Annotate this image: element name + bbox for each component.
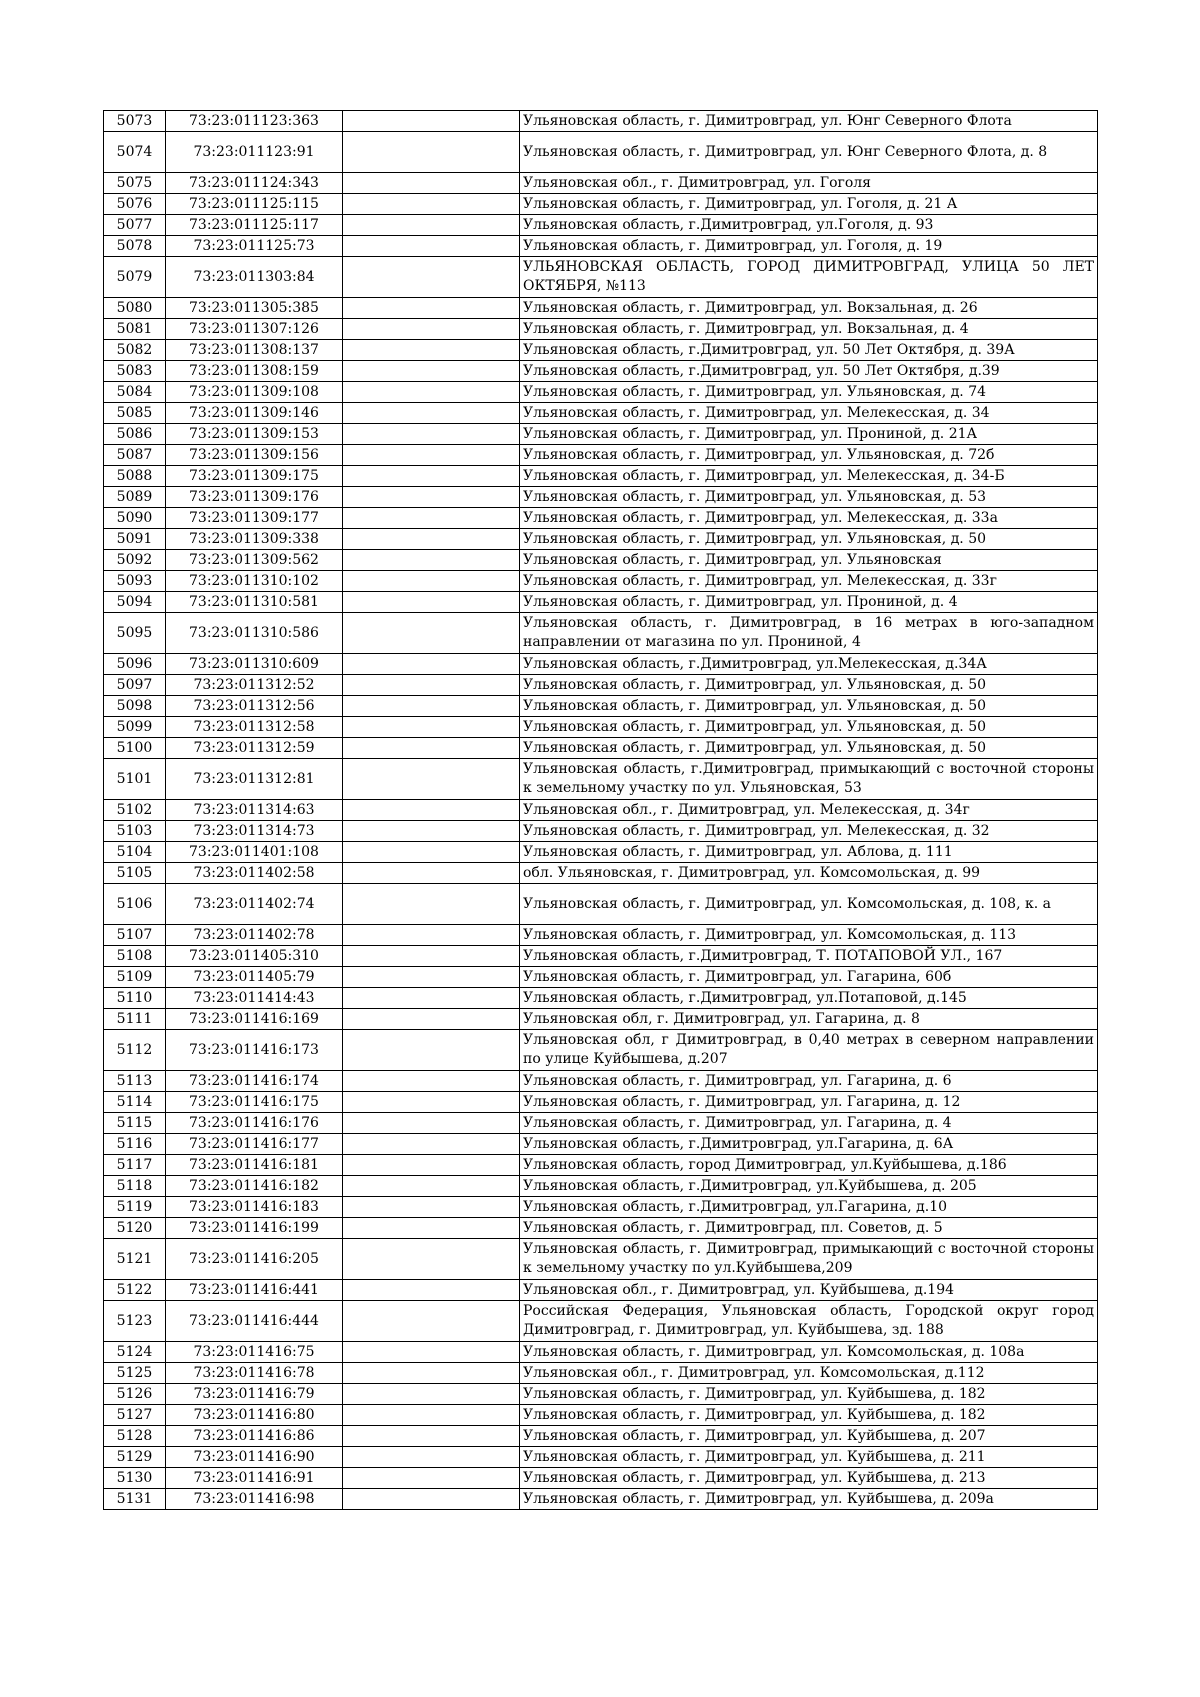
table-row: [104, 194, 1098, 215]
cadastral-number-cell: 73:23:011416:86: [166, 1426, 343, 1447]
address-cell: Российская Федерация, Ульяновская область, Городской округ город Димитровград, г. Димитровград, ул. Куйбышева, зд. 188: [520, 1301, 1098, 1342]
cadastral-number-cell: 73:23:011314:73: [166, 821, 343, 842]
address-cell: Ульяновская обл, г. Димитровград, ул. Гагарина, д. 8: [520, 1009, 1098, 1030]
empty-cell: [343, 1218, 520, 1239]
table-row: [104, 1363, 1098, 1384]
row-number-cell: 5083: [104, 361, 166, 382]
row-number-cell: 5073: [104, 111, 166, 132]
empty-cell: [343, 1030, 520, 1071]
cadastral-number-cell: 73:23:011310:102: [166, 571, 343, 592]
table-row: [104, 800, 1098, 821]
address-cell: Ульяновская область, г. Димитровград, ул. Гоголя, д. 21 А: [520, 194, 1098, 215]
row-number-cell: 5100: [104, 738, 166, 759]
address-cell: Ульяновская область, г.Димитровград, Т. ПОТАПОВОЙ УЛ., 167: [520, 946, 1098, 967]
row-number-cell: 5099: [104, 717, 166, 738]
row-number-cell: 5097: [104, 675, 166, 696]
cadastral-number-cell: 73:23:011312:58: [166, 717, 343, 738]
address-cell: Ульяновская область, г. Димитровград, ул. Аблова, д. 111: [520, 842, 1098, 863]
empty-cell: [343, 445, 520, 466]
row-number-cell: 5090: [104, 508, 166, 529]
table-row: [104, 340, 1098, 361]
address-cell: Ульяновская область, г. Димитровград, ул. Куйбышева, д. 209а: [520, 1489, 1098, 1510]
table-row: [104, 508, 1098, 529]
table-row: [104, 466, 1098, 487]
table-row: [104, 1301, 1098, 1342]
cadastral-number-cell: 73:23:011312:52: [166, 675, 343, 696]
empty-cell: [343, 1176, 520, 1197]
address-cell: Ульяновская область, г. Димитровград, ул. Куйбышева, д. 207: [520, 1426, 1098, 1447]
row-number-cell: 5095: [104, 613, 166, 654]
address-cell: Ульяновская область, г. Димитровград, ул. Куйбышева, д. 182: [520, 1384, 1098, 1405]
table-row: [104, 1197, 1098, 1218]
row-number-cell: 5111: [104, 1009, 166, 1030]
empty-cell: [343, 236, 520, 257]
empty-cell: [343, 571, 520, 592]
address-cell: Ульяновская область, г. Димитровград, ул. Гагарина, д. 4: [520, 1113, 1098, 1134]
row-number-cell: 5101: [104, 759, 166, 800]
table-row: [104, 571, 1098, 592]
address-cell: Ульяновская область, г. Димитровград, ул. Мелекесская, д. 34: [520, 403, 1098, 424]
address-cell: Ульяновская область, г. Димитровград, ул. Мелекесская, д. 33г: [520, 571, 1098, 592]
table-row: [104, 675, 1098, 696]
address-cell: Ульяновская область, г. Димитровград, ул. Ульяновская, д. 74: [520, 382, 1098, 403]
cadastral-number-cell: 73:23:011416:177: [166, 1134, 343, 1155]
table-row: [104, 1092, 1098, 1113]
address-cell: Ульяновская область, г. Димитровград, ул. Мелекесская, д. 33а: [520, 508, 1098, 529]
row-number-cell: 5102: [104, 800, 166, 821]
address-cell: Ульяновская область, г.Димитровград, ул. 50 Лет Октября, д.39: [520, 361, 1098, 382]
address-cell: Ульяновская обл., г. Димитровград, ул. Гоголя: [520, 173, 1098, 194]
table-row: [104, 445, 1098, 466]
empty-cell: [343, 1405, 520, 1426]
address-cell: Ульяновская область, г. Димитровград, ул. Прониной, д. 4: [520, 592, 1098, 613]
empty-cell: [343, 800, 520, 821]
cadastral-number-cell: 73:23:011125:73: [166, 236, 343, 257]
empty-cell: [343, 382, 520, 403]
row-number-cell: 5127: [104, 1405, 166, 1426]
empty-cell: [343, 946, 520, 967]
table-row: [104, 1405, 1098, 1426]
row-number-cell: 5088: [104, 466, 166, 487]
table-body: [104, 111, 1098, 1510]
address-cell: Ульяновская обл, г Димитровград, в 0,40 метрах в северном направлении по улице Куйбышева, д.207: [520, 1030, 1098, 1071]
cadastral-number-cell: 73:23:011309:175: [166, 466, 343, 487]
address-cell: УЛЬЯНОВСКАЯ ОБЛАСТЬ, ГОРОД ДИМИТРОВГРАД, УЛИЦА 50 ЛЕТ ОКТЯБРЯ, №113: [520, 257, 1098, 298]
empty-cell: [343, 1447, 520, 1468]
cadastral-number-cell: 73:23:011305:385: [166, 298, 343, 319]
empty-cell: [343, 1155, 520, 1176]
row-number-cell: 5080: [104, 298, 166, 319]
table-row: [104, 759, 1098, 800]
empty-cell: [343, 340, 520, 361]
land-plots-table: [103, 110, 1098, 1510]
table-row: [104, 988, 1098, 1009]
empty-cell: [343, 1426, 520, 1447]
row-number-cell: 5106: [104, 884, 166, 925]
empty-cell: [343, 319, 520, 340]
address-cell: Ульяновская область, г. Димитровград, ул. Вокзальная, д. 4: [520, 319, 1098, 340]
empty-cell: [343, 1342, 520, 1363]
cadastral-number-cell: 73:23:011123:363: [166, 111, 343, 132]
empty-cell: [343, 1363, 520, 1384]
address-cell: Ульяновская область, г. Димитровград, пл. Советов, д. 5: [520, 1218, 1098, 1239]
row-number-cell: 5086: [104, 424, 166, 445]
cadastral-number-cell: 73:23:011401:108: [166, 842, 343, 863]
empty-cell: [343, 1239, 520, 1280]
row-number-cell: 5122: [104, 1280, 166, 1301]
row-number-cell: 5121: [104, 1239, 166, 1280]
address-cell: Ульяновская область, г. Димитровград, ул. Ульяновская, д. 50: [520, 738, 1098, 759]
address-cell: Ульяновская область, г. Димитровград, ул. Гагарина, д. 12: [520, 1092, 1098, 1113]
row-number-cell: 5077: [104, 215, 166, 236]
empty-cell: [343, 696, 520, 717]
table-row: [104, 215, 1098, 236]
address-cell: Ульяновская область, г. Димитровград, ул. Куйбышева, д. 211: [520, 1447, 1098, 1468]
table-row: [104, 111, 1098, 132]
table-row: [104, 717, 1098, 738]
row-number-cell: 5089: [104, 487, 166, 508]
row-number-cell: 5126: [104, 1384, 166, 1405]
table-row: [104, 1426, 1098, 1447]
row-number-cell: 5125: [104, 1363, 166, 1384]
cadastral-number-cell: 73:23:011405:79: [166, 967, 343, 988]
row-number-cell: 5131: [104, 1489, 166, 1510]
cadastral-number-cell: 73:23:011309:562: [166, 550, 343, 571]
table-row: [104, 863, 1098, 884]
empty-cell: [343, 466, 520, 487]
row-number-cell: 5118: [104, 1176, 166, 1197]
row-number-cell: 5124: [104, 1342, 166, 1363]
cadastral-number-cell: 73:23:011314:63: [166, 800, 343, 821]
row-number-cell: 5087: [104, 445, 166, 466]
table-row: [104, 1342, 1098, 1363]
row-number-cell: 5103: [104, 821, 166, 842]
cadastral-number-cell: 73:23:011309:146: [166, 403, 343, 424]
empty-cell: [343, 654, 520, 675]
empty-cell: [343, 173, 520, 194]
empty-cell: [343, 194, 520, 215]
empty-cell: [343, 424, 520, 445]
empty-cell: [343, 1113, 520, 1134]
table-row: [104, 1134, 1098, 1155]
cadastral-number-cell: 73:23:011124:343: [166, 173, 343, 194]
empty-cell: [343, 550, 520, 571]
address-cell: Ульяновская область, г.Димитровград, ул.Гоголя, д. 93: [520, 215, 1098, 236]
cadastral-number-cell: 73:23:011416:183: [166, 1197, 343, 1218]
address-cell: Ульяновская область, г.Димитровград, ул.Мелекесская, д.34А: [520, 654, 1098, 675]
cadastral-number-cell: 73:23:011414:43: [166, 988, 343, 1009]
table-row: [104, 1447, 1098, 1468]
row-number-cell: 5098: [104, 696, 166, 717]
table-row: [104, 1468, 1098, 1489]
row-number-cell: 5130: [104, 1468, 166, 1489]
table-row: [104, 173, 1098, 194]
row-number-cell: 5094: [104, 592, 166, 613]
row-number-cell: 5085: [104, 403, 166, 424]
empty-cell: [343, 1280, 520, 1301]
empty-cell: [343, 842, 520, 863]
address-cell: Ульяновская область, г. Димитровград, ул. Прониной, д. 21А: [520, 424, 1098, 445]
cadastral-number-cell: 73:23:011310:581: [166, 592, 343, 613]
table-row: [104, 1071, 1098, 1092]
address-cell: Ульяновская область, г. Димитровград, примыкающий с восточной стороны к земельному участку по ул.Куйбышева,209: [520, 1239, 1098, 1280]
empty-cell: [343, 1092, 520, 1113]
empty-cell: [343, 592, 520, 613]
table-row: [104, 592, 1098, 613]
empty-cell: [343, 759, 520, 800]
cadastral-number-cell: 73:23:011416:78: [166, 1363, 343, 1384]
cadastral-number-cell: 73:23:011309:108: [166, 382, 343, 403]
cadastral-number-cell: 73:23:011309:338: [166, 529, 343, 550]
table-row: [104, 424, 1098, 445]
table-row: [104, 1489, 1098, 1510]
address-cell: Ульяновская область, г. Димитровград, ул. Ульяновская, д. 72б: [520, 445, 1098, 466]
table-row: [104, 1176, 1098, 1197]
empty-cell: [343, 967, 520, 988]
cadastral-number-cell: 73:23:011416:176: [166, 1113, 343, 1134]
empty-cell: [343, 403, 520, 424]
row-number-cell: 5074: [104, 132, 166, 173]
cadastral-number-cell: 73:23:011309:177: [166, 508, 343, 529]
address-cell: Ульяновская область, г. Димитровград, ул. Юнг Северного Флота, д. 8: [520, 132, 1098, 173]
address-cell: Ульяновская область, г. Димитровград, в 16 метрах в юго-западном направлении от магазина по ул. Прониной, 4: [520, 613, 1098, 654]
empty-cell: [343, 738, 520, 759]
address-cell: Ульяновская область, г. Димитровград, ул. Комсомольская, д. 108, к. а: [520, 884, 1098, 925]
empty-cell: [343, 675, 520, 696]
row-number-cell: 5129: [104, 1447, 166, 1468]
address-cell: Ульяновская область, г.Димитровград, ул.Потаповой, д.145: [520, 988, 1098, 1009]
cadastral-number-cell: 73:23:011416:181: [166, 1155, 343, 1176]
cadastral-number-cell: 73:23:011416:175: [166, 1092, 343, 1113]
empty-cell: [343, 111, 520, 132]
cadastral-number-cell: 73:23:011308:159: [166, 361, 343, 382]
empty-cell: [343, 613, 520, 654]
address-cell: Ульяновская область, г. Димитровград, ул. Гоголя, д. 19: [520, 236, 1098, 257]
row-number-cell: 5113: [104, 1071, 166, 1092]
cadastral-number-cell: 73:23:011416:91: [166, 1468, 343, 1489]
cadastral-number-cell: 73:23:011402:58: [166, 863, 343, 884]
empty-cell: [343, 298, 520, 319]
address-cell: Ульяновская область, г. Димитровград, ул. Комсомольская, д. 108а: [520, 1342, 1098, 1363]
row-number-cell: 5081: [104, 319, 166, 340]
table-row: [104, 361, 1098, 382]
cadastral-number-cell: 73:23:011416:80: [166, 1405, 343, 1426]
cadastral-number-cell: 73:23:011312:81: [166, 759, 343, 800]
empty-cell: [343, 1134, 520, 1155]
empty-cell: [343, 988, 520, 1009]
address-cell: Ульяновская область, г.Димитровград, ул.Куйбышева, д. 205: [520, 1176, 1098, 1197]
cadastral-number-cell: 73:23:011402:74: [166, 884, 343, 925]
table-row: [104, 1384, 1098, 1405]
address-cell: Ульяновская область, г. Димитровград, ул. Мелекесская, д. 34-Б: [520, 466, 1098, 487]
empty-cell: [343, 529, 520, 550]
table-row: [104, 1218, 1098, 1239]
table-row: [104, 1009, 1098, 1030]
empty-cell: [343, 863, 520, 884]
table-row: [104, 946, 1098, 967]
address-cell: Ульяновская область, г.Димитровград, ул.Гагарина, д. 6А: [520, 1134, 1098, 1155]
empty-cell: [343, 361, 520, 382]
row-number-cell: 5084: [104, 382, 166, 403]
empty-cell: [343, 1489, 520, 1510]
address-cell: обл. Ульяновская, г. Димитровград, ул. Комсомольская, д. 99: [520, 863, 1098, 884]
cadastral-number-cell: 73:23:011402:78: [166, 925, 343, 946]
cadastral-number-cell: 73:23:011416:173: [166, 1030, 343, 1071]
empty-cell: [343, 717, 520, 738]
empty-cell: [343, 884, 520, 925]
row-number-cell: 5120: [104, 1218, 166, 1239]
table-row: [104, 821, 1098, 842]
address-cell: Ульяновская обл., г. Димитровград, ул. Мелекесская, д. 34г: [520, 800, 1098, 821]
empty-cell: [343, 925, 520, 946]
cadastral-number-cell: 73:23:011308:137: [166, 340, 343, 361]
cadastral-number-cell: 73:23:011125:117: [166, 215, 343, 236]
cadastral-number-cell: 73:23:011309:176: [166, 487, 343, 508]
row-number-cell: 5109: [104, 967, 166, 988]
table-row: [104, 1280, 1098, 1301]
row-number-cell: 5110: [104, 988, 166, 1009]
cadastral-number-cell: 73:23:011307:126: [166, 319, 343, 340]
address-cell: Ульяновская область, г. Димитровград, ул. Куйбышева, д. 213: [520, 1468, 1098, 1489]
table-row: [104, 529, 1098, 550]
empty-cell: [343, 1071, 520, 1092]
row-number-cell: 5119: [104, 1197, 166, 1218]
empty-cell: [343, 132, 520, 173]
address-cell: Ульяновская область, г. Димитровград, ул. Ульяновская, д. 53: [520, 487, 1098, 508]
cadastral-number-cell: 73:23:011310:609: [166, 654, 343, 675]
cadastral-number-cell: 73:23:011416:79: [166, 1384, 343, 1405]
cadastral-number-cell: 73:23:011405:310: [166, 946, 343, 967]
empty-cell: [343, 1301, 520, 1342]
table-row: [104, 236, 1098, 257]
table-row: [104, 1113, 1098, 1134]
cadastral-number-cell: 73:23:011312:59: [166, 738, 343, 759]
table-row: [104, 884, 1098, 925]
cadastral-number-cell: 73:23:011312:56: [166, 696, 343, 717]
row-number-cell: 5091: [104, 529, 166, 550]
row-number-cell: 5105: [104, 863, 166, 884]
table-row: [104, 550, 1098, 571]
cadastral-number-cell: 73:23:011303:84: [166, 257, 343, 298]
cadastral-number-cell: 73:23:011416:182: [166, 1176, 343, 1197]
table-row: [104, 132, 1098, 173]
table-row: [104, 257, 1098, 298]
row-number-cell: 5112: [104, 1030, 166, 1071]
row-number-cell: 5114: [104, 1092, 166, 1113]
cadastral-number-cell: 73:23:011416:174: [166, 1071, 343, 1092]
address-cell: Ульяновская область, г. Димитровград, ул. Ульяновская: [520, 550, 1098, 571]
address-cell: Ульяновская обл., г. Димитровград, ул. Куйбышева, д.194: [520, 1280, 1098, 1301]
table-row: [104, 925, 1098, 946]
address-cell: Ульяновская область, г. Димитровград, ул. Юнг Северного Флота: [520, 111, 1098, 132]
row-number-cell: 5075: [104, 173, 166, 194]
row-number-cell: 5082: [104, 340, 166, 361]
row-number-cell: 5128: [104, 1426, 166, 1447]
address-cell: Ульяновская область, г.Димитровград, ул.Гагарина, д.10: [520, 1197, 1098, 1218]
address-cell: Ульяновская область, г.Димитровград, примыкающий с восточной стороны к земельному участку по ул. Ульяновская, 53: [520, 759, 1098, 800]
empty-cell: [343, 1468, 520, 1489]
cadastral-number-cell: 73:23:011416:444: [166, 1301, 343, 1342]
row-number-cell: 5107: [104, 925, 166, 946]
row-number-cell: 5123: [104, 1301, 166, 1342]
empty-cell: [343, 821, 520, 842]
row-number-cell: 5076: [104, 194, 166, 215]
address-cell: Ульяновская область, г. Димитровград, ул. Гагарина, д. 6: [520, 1071, 1098, 1092]
empty-cell: [343, 508, 520, 529]
address-cell: Ульяновская обл., г. Димитровград, ул. Комсомольская, д.112: [520, 1363, 1098, 1384]
row-number-cell: 5115: [104, 1113, 166, 1134]
address-cell: Ульяновская область, г. Димитровград, ул. Ульяновская, д. 50: [520, 717, 1098, 738]
row-number-cell: 5117: [104, 1155, 166, 1176]
table-row: [104, 1030, 1098, 1071]
row-number-cell: 5092: [104, 550, 166, 571]
address-cell: Ульяновская область, г. Димитровград, ул. Ульяновская, д. 50: [520, 529, 1098, 550]
empty-cell: [343, 1197, 520, 1218]
row-number-cell: 5093: [104, 571, 166, 592]
row-number-cell: 5104: [104, 842, 166, 863]
row-number-cell: 5116: [104, 1134, 166, 1155]
table-row: [104, 382, 1098, 403]
address-cell: Ульяновская область, г. Димитровград, ул. Комсомольская, д. 113: [520, 925, 1098, 946]
address-cell: Ульяновская область, г. Димитровград, ул. Куйбышева, д. 182: [520, 1405, 1098, 1426]
empty-cell: [343, 1384, 520, 1405]
row-number-cell: 5096: [104, 654, 166, 675]
table-row: [104, 613, 1098, 654]
cadastral-number-cell: 73:23:011309:156: [166, 445, 343, 466]
address-cell: Ульяновская область, город Димитровград, ул.Куйбышева, д.186: [520, 1155, 1098, 1176]
address-cell: Ульяновская область, г. Димитровград, ул. Ульяновская, д. 50: [520, 696, 1098, 717]
table-row: [104, 654, 1098, 675]
cadastral-number-cell: 73:23:011309:153: [166, 424, 343, 445]
address-cell: Ульяновская область, г. Димитровград, ул. Ульяновская, д. 50: [520, 675, 1098, 696]
table-row: [104, 319, 1098, 340]
empty-cell: [343, 1009, 520, 1030]
table-row: [104, 1155, 1098, 1176]
address-cell: Ульяновская область, г. Димитровград, ул. Вокзальная, д. 26: [520, 298, 1098, 319]
cadastral-number-cell: 73:23:011416:169: [166, 1009, 343, 1030]
empty-cell: [343, 215, 520, 236]
row-number-cell: 5079: [104, 257, 166, 298]
table-row: [104, 967, 1098, 988]
cadastral-number-cell: 73:23:011416:90: [166, 1447, 343, 1468]
row-number-cell: 5078: [104, 236, 166, 257]
row-number-cell: 5108: [104, 946, 166, 967]
address-cell: Ульяновская область, г. Димитровград, ул. Гагарина, 60б: [520, 967, 1098, 988]
cadastral-number-cell: 73:23:011416:441: [166, 1280, 343, 1301]
table-row: [104, 842, 1098, 863]
cadastral-number-cell: 73:23:011310:586: [166, 613, 343, 654]
table-row: [104, 403, 1098, 424]
cadastral-number-cell: 73:23:011416:199: [166, 1218, 343, 1239]
table-row: [104, 738, 1098, 759]
cadastral-number-cell: 73:23:011123:91: [166, 132, 343, 173]
table-row: [104, 696, 1098, 717]
cadastral-number-cell: 73:23:011125:115: [166, 194, 343, 215]
address-cell: Ульяновская область, г.Димитровград, ул. 50 Лет Октября, д. 39А: [520, 340, 1098, 361]
empty-cell: [343, 257, 520, 298]
table-row: [104, 487, 1098, 508]
address-cell: Ульяновская область, г. Димитровград, ул. Мелекесская, д. 32: [520, 821, 1098, 842]
cadastral-number-cell: 73:23:011416:205: [166, 1239, 343, 1280]
empty-cell: [343, 487, 520, 508]
table-row: [104, 1239, 1098, 1280]
cadastral-number-cell: 73:23:011416:98: [166, 1489, 343, 1510]
table-row: [104, 298, 1098, 319]
cadastral-number-cell: 73:23:011416:75: [166, 1342, 343, 1363]
